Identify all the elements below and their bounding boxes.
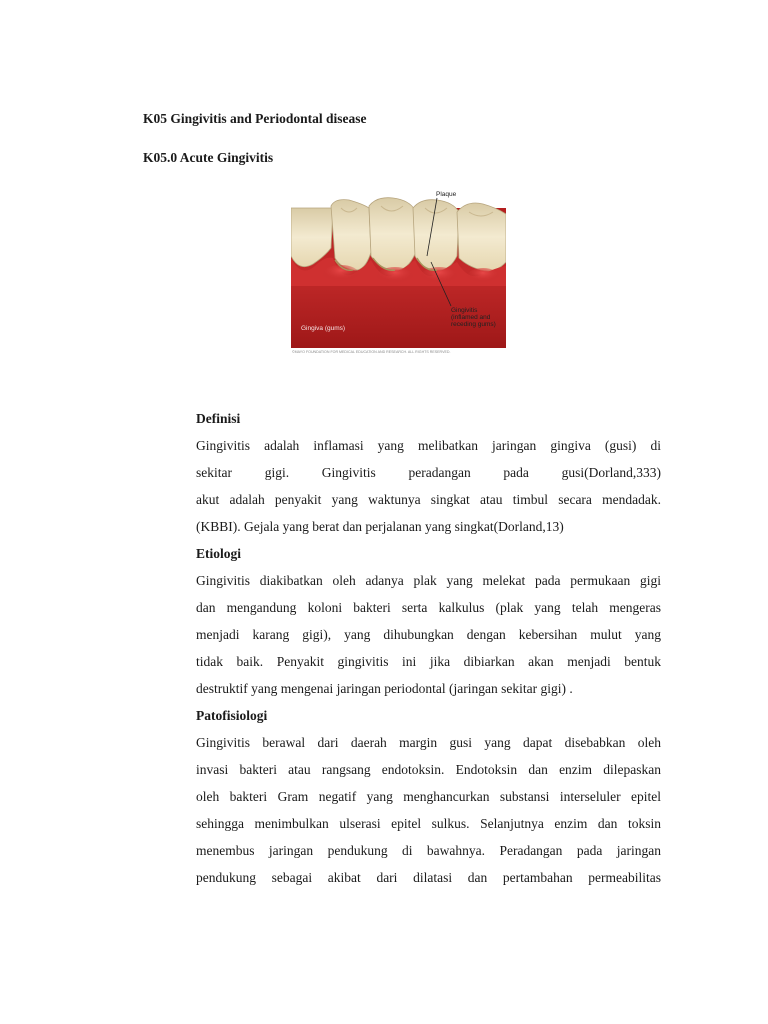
section-title-patofisiologi: Patofisiologi <box>196 708 268 723</box>
section-title-definisi: Definisi <box>196 411 241 426</box>
text-line: dan mengandung koloni bakteri serta kalkulus (plak yang telah mengeras <box>196 600 661 615</box>
subchapter-heading: K05.0 Acute Gingivitis <box>143 150 274 165</box>
text-line: Gingivitis adalah inflamasi yang melibatkan jaringan gingiva (gusi) di <box>196 438 661 453</box>
paragraph-definisi <box>196 432 661 540</box>
text-line: Gingivitis diakibatkan oleh adanya plak yang melekat pada permukaan gigi <box>196 573 661 588</box>
text-line: destruktif yang mengenai jaringan periodontal (jaringan sekitar gigi) . <box>196 681 573 696</box>
text-line: menembus jaringan pendukung di bawahnya. Peradangan pada jaringan <box>196 843 661 858</box>
body-content <box>196 405 661 891</box>
gingivitis-label-line2: (inflamed and <box>451 314 491 321</box>
copyright-caption: ©MAYO FOUNDATION FOR MEDICAL EDUCATION AND RESEARCH. ALL RIGHTS RESERVED. <box>292 350 451 354</box>
section-title-etiologi: Etiologi <box>196 546 242 561</box>
text-line: (KBBI). Gejala yang berat dan perjalanan yang singkat(Dorland,13) <box>196 519 564 534</box>
text-line: invasi bakteri atau rangsang endotoksin. Endotoksin dan enzim dilepaskan <box>196 762 661 777</box>
plaque-label: Plaque <box>436 191 457 198</box>
text-line: pendukung sebagai akibat dari dilatasi dan pertambahan permeabilitas <box>196 870 661 885</box>
paragraph-etiologi <box>196 567 661 702</box>
gingivitis-label-line3: receding gums) <box>451 321 496 328</box>
gingivitis-label-line1: Gingivitis <box>451 307 478 314</box>
gingivitis-illustration <box>291 186 506 358</box>
text-line: sekitar gigi. Gingivitis peradangan pada gusi(Dorland,333) <box>196 465 661 480</box>
text-line: sehingga menimbulkan ulserasi epitel sulkus. Selanjutnya enzim dan toksin <box>196 816 661 831</box>
text-line: oleh bakteri Gram negatif yang menghancurkan substansi interseluler epitel <box>196 789 661 804</box>
text-line: akut adalah penyakit yang waktunya singkat atau timbul secara mendadak. <box>196 492 661 507</box>
paragraph-patofisiologi <box>196 729 661 891</box>
chapter-heading: K05 Gingivitis and Periodontal disease <box>143 111 367 126</box>
text-line: menjadi karang gigi), yang dihubungkan dengan kebersihan mulut yang <box>196 627 661 642</box>
text-line: tidak baik. Penyakit gingivitis ini jika dibiarkan akan menjadi bentuk <box>196 654 661 669</box>
text-line: Gingivitis berawal dari daerah margin gusi yang dapat disebabkan oleh <box>196 735 661 750</box>
gingiva-label: Gingiva (gums) <box>301 325 346 332</box>
